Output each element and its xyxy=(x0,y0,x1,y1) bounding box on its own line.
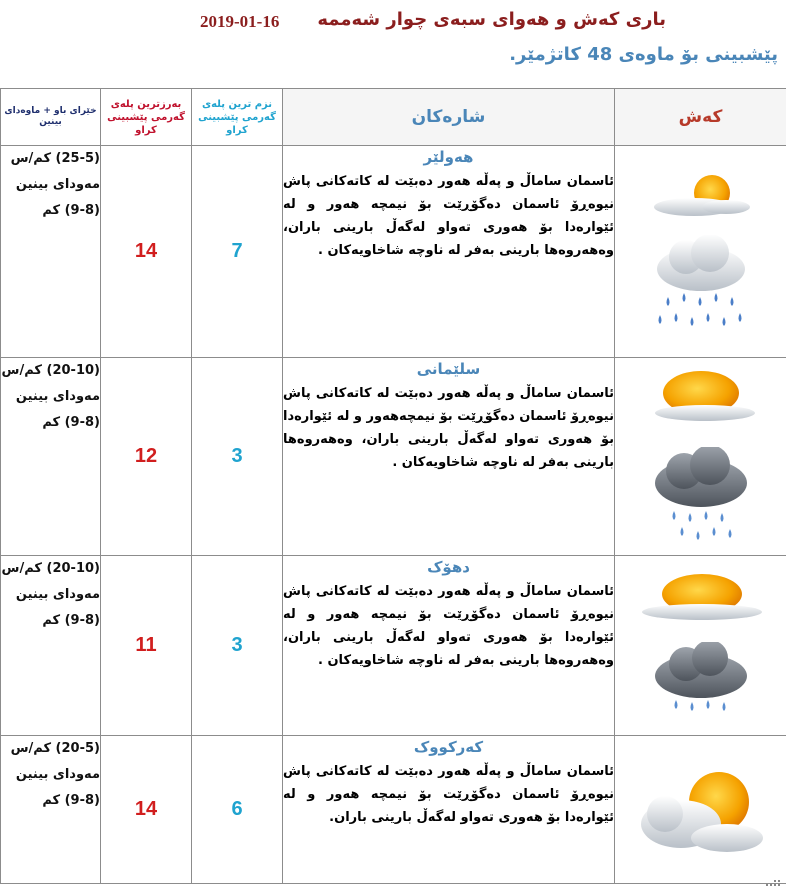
city-cell xyxy=(283,358,615,556)
sky-cell xyxy=(615,358,786,556)
header-cities: شارەکان xyxy=(283,89,615,146)
min-temp: 3 xyxy=(192,358,283,556)
sky-cell xyxy=(615,146,786,358)
wind-speed: (25-5) کم/س xyxy=(10,151,100,166)
city-cell xyxy=(283,556,615,736)
min-temp: 7 xyxy=(192,146,283,358)
wind-visibility-cell xyxy=(1,736,101,884)
rain-cloud-icon xyxy=(646,235,756,335)
max-temp: 14 xyxy=(101,736,192,884)
rain-cloud-icon xyxy=(646,642,756,722)
wind-speed: (20-5) کم/س xyxy=(10,741,100,756)
forecast-table xyxy=(0,88,786,884)
max-temp: 14 xyxy=(101,146,192,358)
header-sky: کەش xyxy=(615,89,786,146)
report-title: باری کەش و هەوای سبەی چوار شەممە xyxy=(317,9,666,30)
header-wind-visibility: خێرای باو + ماوەدای بینین xyxy=(1,89,101,146)
header-min-temp: نزم ترین پلەی گەرمی پێشبینی کراو xyxy=(192,89,283,146)
wind-visibility-cell xyxy=(1,556,101,736)
visibility-value: (9-8) کم xyxy=(42,793,100,808)
table-row xyxy=(1,146,786,358)
city-cell xyxy=(283,736,615,884)
table-row xyxy=(1,736,786,884)
partly-cloudy-icon xyxy=(641,367,761,425)
table-row xyxy=(1,556,786,736)
visibility-label: مەودای بینین xyxy=(15,587,100,602)
city-name: هەولێر xyxy=(423,148,474,166)
partly-cloudy-icon xyxy=(646,169,756,221)
wind-speed: (20-10) کم/س xyxy=(1,363,100,378)
sky-cell xyxy=(615,556,786,736)
table-row xyxy=(1,358,786,556)
resize-grip-icon[interactable] xyxy=(764,878,782,888)
wind-visibility-cell xyxy=(1,146,101,358)
partly-cloudy-icon xyxy=(636,570,766,624)
city-cell xyxy=(283,146,615,358)
visibility-value: (9-8) کم xyxy=(42,203,100,218)
visibility-value: (9-8) کم xyxy=(42,613,100,628)
rain-cloud-icon xyxy=(646,447,756,547)
wind-speed: (20-10) کم/س xyxy=(1,561,100,576)
visibility-label: مەودای بینین xyxy=(15,767,100,782)
report-header xyxy=(0,2,786,42)
report-subtitle: پێشبینی بۆ ماوەی 48 کاتژمێر. xyxy=(509,44,778,65)
max-temp: 11 xyxy=(101,556,192,736)
visibility-value: (9-8) کم xyxy=(42,415,100,430)
city-name: دهۆک xyxy=(427,558,470,576)
visibility-label: مەودای بینین xyxy=(15,389,100,404)
header-max-temp: بەرزترین پلەی گەرمی پێشبینی کراو xyxy=(101,89,192,146)
weather-description: ئاسمان ساماڵ و پەڵە هەور دەبێت لە کاتەکانی پاش نیوەڕۆ ئاسمان دەگۆڕێت بۆ نیمچەهەور و لە ئێوارەدا بۆ هەوری تەواو لەگەڵ بارینی باران، وەهەروەها بارینی بەفر لە ناوچە شاخاویەکان . xyxy=(283,386,614,470)
city-name: سلێمانی xyxy=(416,360,481,378)
visibility-label: مەودای بینین xyxy=(15,177,100,192)
weather-description: ئاسمان ساماڵ و پەڵە هەور دەبێت لە کاتەکانی پاش نیوەڕۆ ئاسمان دەگۆڕێت بۆ نیمچە هەور و لە ئێوارەدا بۆ هەوری تەواو لەگەڵ بارینی باران، وەهەروەها بارینی بەفر لە ناوچە شاخاویەکان . xyxy=(283,174,614,258)
min-temp: 6 xyxy=(192,736,283,884)
min-temp: 3 xyxy=(192,556,283,736)
city-name: کەرکووک xyxy=(413,738,484,756)
wind-visibility-cell xyxy=(1,358,101,556)
weather-description: ئاسمان ساماڵ و پەڵە هەور دەبێت لە کاتەکانی پاش نیوەڕۆ ئاسمان دەگۆڕێت بۆ نیمچە هەور و لە ئێوارەدا بۆ هەوری تەواو لەگەڵ بارینی باران، وەهەروەها بارینی بەفر لە ناوچە شاخاویەکان . xyxy=(283,584,614,668)
max-temp: 12 xyxy=(101,358,192,556)
table-header-row xyxy=(1,89,786,146)
report-date: 2019-01-16 xyxy=(200,12,280,31)
weather-description: ئاسمان ساماڵ و پەڵە هەور دەبێت لە کاتەکانی پاش نیوەڕۆ ئاسمان دەگۆڕێت بۆ نیمچە هەور و لە ئێوارەدا بۆ هەوری تەواو لەگەڵ بارینی باران. xyxy=(283,764,614,825)
sun-behind-cloud-icon xyxy=(631,762,771,858)
sky-cell xyxy=(615,736,786,884)
